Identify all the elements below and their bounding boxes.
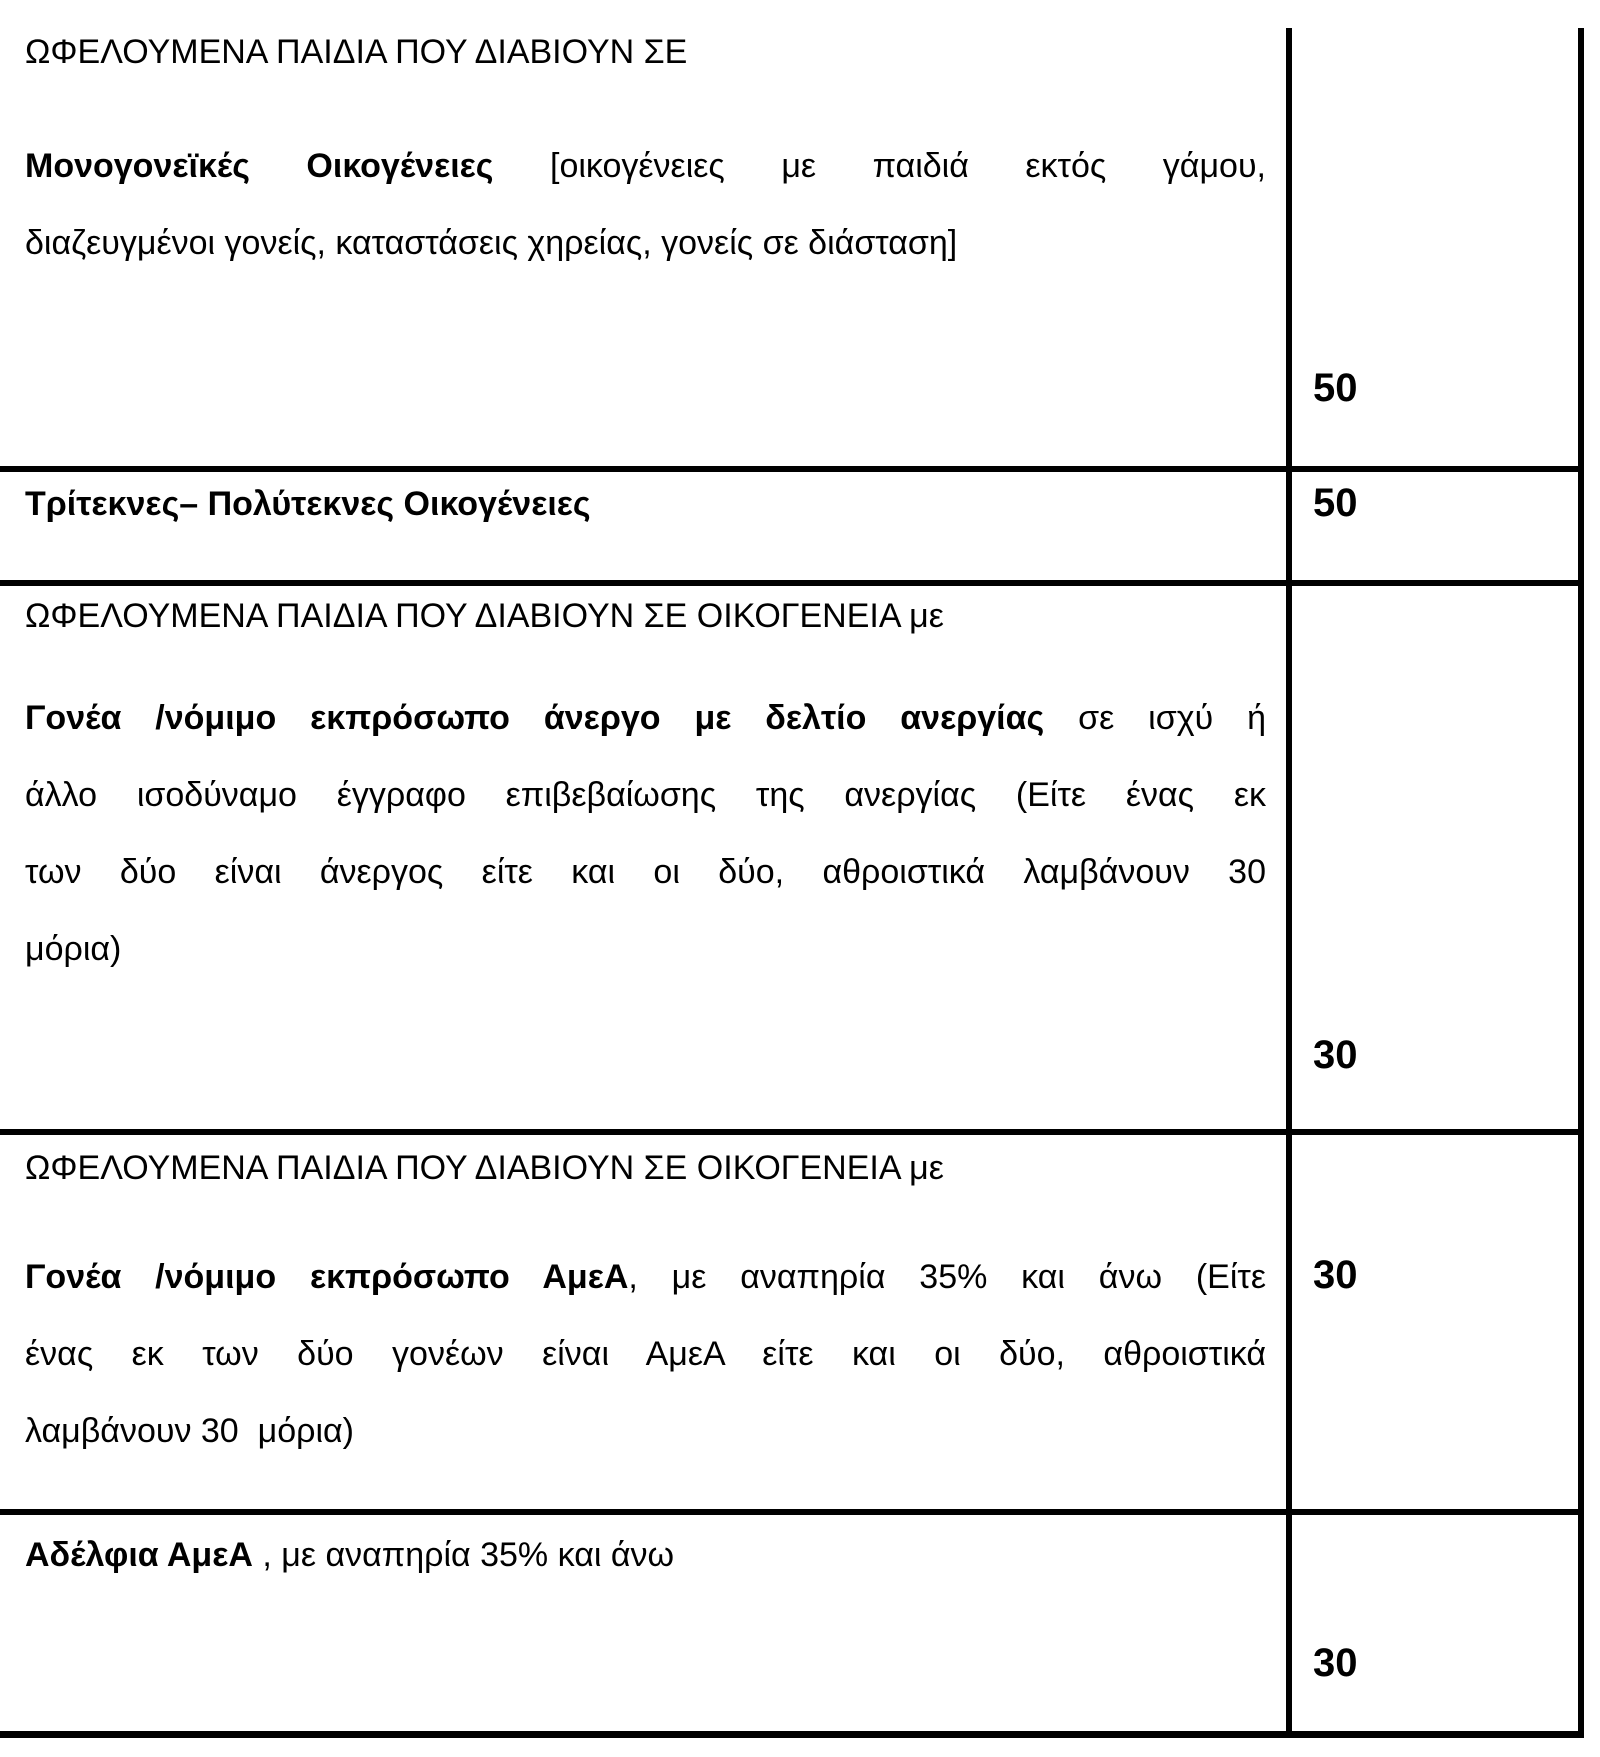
text-line xyxy=(25,205,1266,282)
criteria-text: άλλο ισοδύναμο έγγραφο επιβεβαίωσης της ανεργίας (Είτε ένας εκ xyxy=(25,776,1266,814)
criteria-text: μόρια) xyxy=(25,930,122,968)
criteria-text-bold: Τρίτεκνες– Πολύτεκνες Οικογένειες xyxy=(25,485,591,523)
criteria-paragraph xyxy=(25,14,1266,91)
text-line xyxy=(25,466,1266,543)
text-line xyxy=(25,1130,1266,1207)
text-line xyxy=(25,1517,1266,1594)
criteria-text: ΩΦΕΛΟΥΜΕΝΑ ΠΑΙΔΙΑ ΠΟΥ ΔΙΑΒΙΟΥΝ ΣΕ ΟΙΚΟΓΕΝΕΙΑ με xyxy=(25,597,944,635)
criteria-text: ένας εκ των δύο γονέων είναι ΑμεΑ είτε και οι δύο, αθροιστικά xyxy=(25,1335,1266,1373)
criteria-table xyxy=(0,28,1584,1738)
criteria-text: [οικογένειες με παιδιά εκτός γάμου, xyxy=(493,147,1266,185)
criteria-paragraph xyxy=(25,680,1266,988)
points-cell xyxy=(1292,586,1584,1129)
criteria-text: ΩΦΕΛΟΥΜΕΝΑ ΠΑΙΔΙΑ ΠΟΥ ΔΙΑΒΙΟΥΝ ΣΕ xyxy=(25,33,688,71)
criteria-paragraph xyxy=(25,128,1266,282)
criteria-text: διαζευγμένοι γονείς, καταστάσεις χηρείας, γονείς σε διάσταση] xyxy=(25,224,958,262)
points-value: 50 xyxy=(1313,481,1358,525)
criteria-paragraph xyxy=(25,466,1266,543)
criteria-paragraph xyxy=(25,578,1266,655)
criteria-cell xyxy=(0,1515,1292,1731)
criteria-cell xyxy=(0,1135,1292,1509)
criteria-text: ΩΦΕΛΟΥΜΕΝΑ ΠΑΙΔΙΑ ΠΟΥ ΔΙΑΒΙΟΥΝ ΣΕ ΟΙΚΟΓΕΝΕΙΑ με xyxy=(25,1149,944,1187)
criteria-cell xyxy=(0,472,1292,580)
points-value: 30 xyxy=(1313,1641,1358,1685)
text-line xyxy=(25,1316,1266,1393)
table-row xyxy=(0,28,1584,466)
table-row xyxy=(0,1129,1584,1509)
criteria-cell xyxy=(0,28,1292,466)
points-cell xyxy=(1292,28,1584,466)
table-row xyxy=(0,580,1584,1129)
criteria-paragraph xyxy=(25,1130,1266,1207)
criteria-text-bold: Γονέα /νόμιμο εκπρόσωπο ΑμεΑ xyxy=(25,1258,629,1296)
text-line xyxy=(25,680,1266,757)
criteria-text: των δύο είναι άνεργος είτε και οι δύο, αθροιστικά λαμβάνουν 30 xyxy=(25,853,1266,891)
criteria-paragraph xyxy=(25,1239,1266,1470)
criteria-text-bold: Μονογονεϊκές Οικογένειες xyxy=(25,147,494,185)
criteria-paragraph xyxy=(25,1517,1266,1594)
points-value: 30 xyxy=(1313,1253,1358,1297)
table-row xyxy=(0,1509,1584,1731)
criteria-text: σε ισχύ ή xyxy=(1044,699,1266,737)
criteria-text: λαμβάνουν 30 μόρια) xyxy=(25,1412,354,1450)
points-cell xyxy=(1292,472,1584,580)
text-line xyxy=(25,1393,1266,1470)
text-line xyxy=(25,1239,1266,1316)
text-line xyxy=(25,14,1266,91)
points-cell xyxy=(1292,1135,1584,1509)
text-line xyxy=(25,128,1266,205)
points-value: 30 xyxy=(1313,1033,1358,1077)
table-row xyxy=(0,466,1584,580)
criteria-text: , με αναπηρία 35% και άνω xyxy=(252,1536,675,1574)
criteria-cell xyxy=(0,586,1292,1129)
text-line xyxy=(25,834,1266,911)
points-value: 50 xyxy=(1313,366,1358,410)
text-line xyxy=(25,911,1266,988)
criteria-text-bold: Αδέλφια ΑμεΑ xyxy=(25,1536,253,1574)
points-cell xyxy=(1292,1515,1584,1731)
text-line xyxy=(25,578,1266,655)
criteria-text-bold: Γονέα /νόμιμο εκπρόσωπο άνεργο με δελτίο ανεργίας xyxy=(25,699,1045,737)
criteria-text: , με αναπηρία 35% και άνω (Είτε xyxy=(628,1258,1266,1296)
text-line xyxy=(25,757,1266,834)
